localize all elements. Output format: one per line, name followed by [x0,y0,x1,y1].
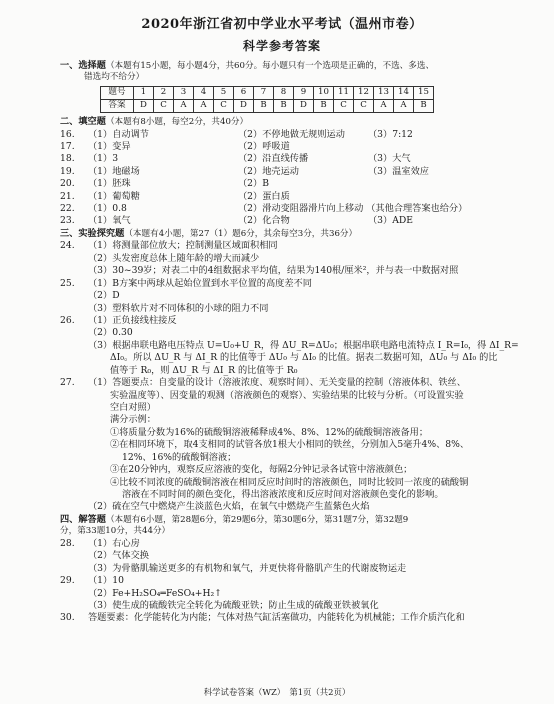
answer-line: ③在20分钟内，观察反应溶液的变化，每隔2分钟记录各试管中溶液颜色； [110,464,413,476]
section-experiment [60,227,519,514]
answer-cell: C [154,99,174,112]
question-number: 22. [60,203,75,215]
section-fill-blank [60,116,504,228]
question-number: 18. [60,153,75,165]
answer-part-2: （2）沿直线传播 [238,153,309,165]
fill-blank-row [60,178,504,190]
question-number: 27. [60,377,75,389]
question-number-cell: 1 [134,86,154,99]
answer-part-3: （3）7:12 [368,128,413,140]
answer-table [100,86,434,113]
answer-part-1: （1）氧气 [88,215,131,227]
section-note-cont: 错选均不给分） [84,72,145,83]
section-heading: 二、填空题 [60,115,106,127]
answer-part-1: （1）0.8 [88,203,127,215]
question-number-row [101,86,434,99]
section-choice [60,60,504,113]
fill-blank-row [60,141,504,153]
question-30 [60,612,504,624]
question-27 [60,377,504,389]
section-heading: 一、选择题 [60,59,106,71]
question-number-cell: 7 [254,86,274,99]
answer-cell: C [354,99,374,112]
answer-row [101,99,434,112]
answer-line: （3）根据串联电路电压特点 U=U₀+U_R，得 ΔU_R=ΔU₀；根据串联电路电流特点 I_R=I₀，得 ΔI_R= [88,339,519,351]
question-number-cell: 2 [154,86,174,99]
answer-line: （2）Fe+H₂SO₄═FeSO₄+H₂↑ [88,587,222,599]
question-26 [60,315,504,327]
section-solve [60,514,504,625]
answer-part-3: （3）ADE [368,215,413,227]
answer-line: （1）右心房 [88,537,140,549]
answer-line: （2）头发密度总体上随年龄的增大而减少 [88,252,260,264]
question-number-cell: 8 [274,86,294,99]
answer-line: （1）正负接线柱接反 [88,315,177,327]
question-number: 26. [60,315,75,327]
answer-cell: D [234,99,254,112]
answer-line: ②在相同环境下，取4支相同的试管各放1根大小相同的铁丝，分别加入5毫升4%、8%、 [110,439,470,451]
answer-line: ①将质量分数为16%的硫酸铜溶液稀释成4%、8%、12%的硫酸铜溶液备用； [110,426,429,438]
answer-cell: C [334,99,354,112]
question-number: 20. [60,178,75,190]
fill-blank-row [60,166,504,178]
section-note: （本题有6小题，第28题6分，第29题6分，第30题6分，第31题7分，第32题9 [105,514,409,525]
row-label: 答案 [101,99,134,112]
answer-line: （3）30~39岁；对表二中的4组数据求平均值，结果为140根/厘米²，并与表一中数据对照 [88,265,459,277]
page-footer: 科学试卷答案（WZ） 第1页（共2页） [203,686,351,697]
section-note: （本题有4小题，第27（1）题6分，其余每空3分，共36分） [124,228,358,239]
answer-cell: A [194,99,214,112]
fill-blank-row [60,215,504,227]
question-number-cell: 6 [234,86,254,99]
answer-line: 答题要素：化学能转化为内能；气体对热气缸活塞做功，内能转化为机械能；工作介质汽化和 [88,612,465,624]
answer-line: 值等于 R₀，则 ΔU_R 与 ΔI_R 的比值等于 R₀ [110,364,298,376]
question-number: 24. [60,240,75,252]
answer-cell: A [174,99,194,112]
answer-line: （2）0.30 [88,327,133,339]
question-28 [60,538,504,550]
fill-blank-list [60,129,504,228]
question-number-cell: 9 [294,86,314,99]
fill-blank-row [60,191,504,203]
answer-part-2: （2）地壳运动 [238,165,299,177]
answer-part-1: （1）自动调节 [88,128,149,140]
page-subtitle: 科学参考答案 [242,38,321,53]
answer-cell: D [294,99,314,112]
answer-cell: A [374,99,394,112]
answer-part-3: （3）温室效应 [368,165,429,177]
answer-part-2: （2）呼吸道 [238,140,290,152]
answer-line: （2）气体交换 [88,550,149,562]
answer-cell: B [274,99,294,112]
fill-blank-row [60,203,504,215]
section-note: （本题有15小题，每小题4分，共60分。每小题只有一个选项是正确的，不选、多选、 [105,60,435,71]
answer-line: （1）答题要点：自变量的设计（溶液浓度、观察时间）、无关变量的控制（溶液体积、铁丝、 [88,377,466,389]
answer-line: ΔI₀。所以 ΔU_R 与 ΔI_R 的比值等于 ΔU₀ 与 ΔI₀ 的比值。据表二数据可知，ΔU₀ 与 ΔI₀ 的比 [110,352,498,364]
question-number-cell: 13 [374,86,394,99]
answer-line: 溶液在不同时间的颜色变化，得出溶液浓度和反应时间对溶液颜色变化的影响。 [122,488,444,500]
answer-part-2: （2）不停地做无规则运动 [238,128,345,140]
answer-cell: B [254,99,274,112]
answer-line: （3）塑料软片对不同体积的小球的阻力不同 [88,302,269,314]
answer-line: （1）10 [88,575,124,587]
answer-part-1: （1）3 [88,153,119,165]
fill-blank-row [60,153,504,165]
answer-line: 空白对照） [110,401,156,413]
question-number: 19. [60,165,75,177]
answer-line: （3）使生成的硫酸铁完全转化为硫酸亚铁；防止生成的硫酸亚铁被氧化 [88,600,379,612]
question-number-cell: 14 [394,86,414,99]
answer-line: （1）B方案中两球从起始位置到水平位置的高度差不同 [88,277,312,289]
question-number-cell: 10 [314,86,334,99]
answer-part-2: （2）滑动变阻器滑片向上移动 （其他合理答案也给分） [238,203,468,215]
answer-line: 12%、16%的硫酸铜溶液； [122,451,237,463]
answer-line: 满分示例： [110,414,156,426]
question-number-cell: 5 [214,86,234,99]
answer-part-2: （2）化合物 [238,215,290,227]
question-24 [60,240,504,252]
answer-part-2: （2）蛋白质 [238,190,290,202]
answer-line: 实验温度等）、因变量的观测（溶液颜色的观察）、实验结果的比较与分析。（可设置实验 [110,389,464,401]
section-note-cont: 分，第33题10分，共44分） [60,526,171,537]
question-number: 17. [60,140,75,152]
answer-line: （3）为骨骼肌输送更多的有机物和氧气，并更快将骨骼肌产生的代谢废物运走 [88,562,407,574]
answer-part-1: （1）胚珠 [88,178,131,190]
answer-part-3: （3）大气 [368,153,411,165]
answer-cell: B [314,99,334,112]
answer-cell: C [214,99,234,112]
question-number-cell: 3 [174,86,194,99]
answer-part-2: （2）B [238,178,269,190]
row-label: 题号 [101,86,134,99]
question-number: 23. [60,215,75,227]
answer-line: （2）D [88,290,120,302]
fill-blank-row [60,129,504,141]
answer-part-1: （1）地磁场 [88,165,140,177]
answer-cell: D [134,99,154,112]
answer-part-1: （1）变异 [88,140,131,152]
question-number-cell: 12 [354,86,374,99]
answer-line: （1）将测量部位放大；控制测量区域面积相同 [88,240,278,252]
question-number: 25. [60,277,75,289]
section-heading: 四、解答题 [60,513,106,525]
answer-part-1: （1）葡萄糖 [88,190,140,202]
section-note: （本题有8小题，每空2分，共40分） [105,116,249,127]
question-25 [60,278,504,290]
question-number-cell: 4 [194,86,214,99]
answer-line: （2）硫在空气中燃烧产生淡蓝色火焰，在氧气中燃烧产生蓝紫色火焰 [88,501,370,513]
question-number: 21. [60,190,75,202]
question-number: 29. [60,575,75,587]
question-number: 16. [60,128,75,140]
question-number: 28. [60,537,75,549]
page-title: 2020年浙江省初中学业水平考试（温州市卷） [141,17,423,32]
question-number: 30. [60,612,75,624]
answer-line: ④比较不同浓度的硫酸铜溶液在相同反应时间时的溶液颜色，同时比较同一浓度的硫酸铜 [110,476,469,488]
question-number-cell: 11 [334,86,354,99]
section-heading: 三、实验探究题 [60,227,125,239]
answer-cell: B [414,99,434,112]
answer-cell: A [394,99,414,112]
question-29 [60,575,504,587]
question-number-cell: 15 [414,86,434,99]
